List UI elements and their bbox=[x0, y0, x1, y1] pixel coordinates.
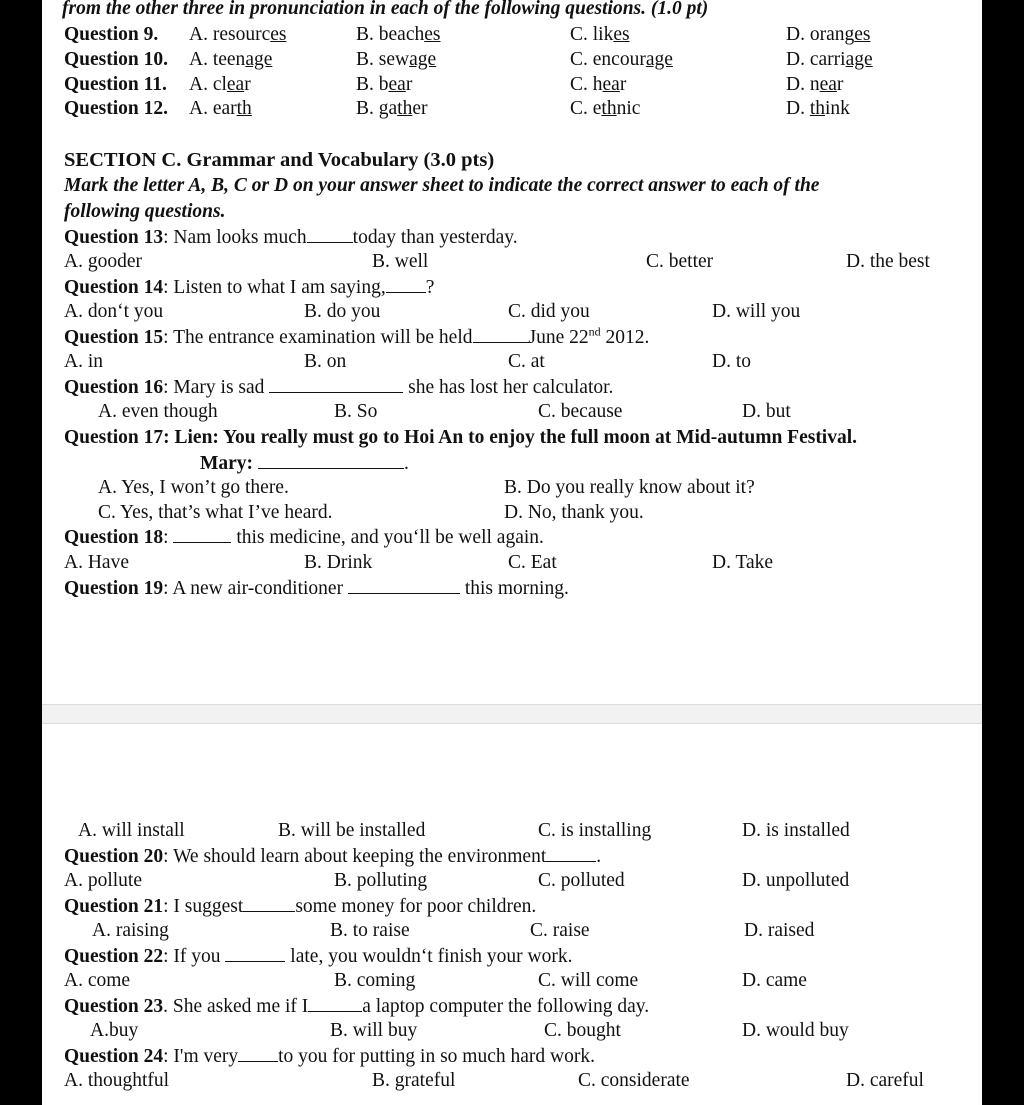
option-d: D. will you bbox=[712, 301, 801, 322]
answer-blank bbox=[386, 275, 426, 293]
option-c: C. Yes, that’s what I’ve heard. bbox=[98, 502, 333, 523]
option-d: D. think bbox=[786, 98, 850, 119]
option-c: C. considerate bbox=[578, 1070, 690, 1091]
option-d: D. unpolluted bbox=[742, 870, 850, 891]
option-b: B. coming bbox=[334, 970, 416, 991]
option-a: A.buy bbox=[90, 1020, 139, 1041]
option-c: C. did you bbox=[508, 301, 590, 322]
section-c-title: SECTION C. Grammar and Vocabulary (3.0 pts) bbox=[64, 149, 495, 171]
option-c: C. polluted bbox=[538, 870, 625, 891]
option-a: A. gooder bbox=[64, 251, 142, 272]
option-a: A. Yes, I won’t go there. bbox=[98, 477, 289, 498]
option-c: C. is installing bbox=[538, 820, 652, 841]
question-label: Question 12. bbox=[64, 98, 169, 119]
answer-blank bbox=[269, 375, 403, 393]
question-20-stem: Question 20: We should learn about keeping the environment . bbox=[64, 846, 602, 867]
option-c: C. hear bbox=[570, 74, 627, 95]
option-d: D. is installed bbox=[742, 820, 850, 841]
option-d: D. carriage bbox=[786, 49, 873, 70]
option-d: D. raised bbox=[744, 920, 815, 941]
option-b: B. will buy bbox=[330, 1020, 418, 1041]
option-d: D. came bbox=[742, 970, 807, 991]
answer-blank bbox=[225, 944, 285, 962]
option-a: A. Have bbox=[64, 552, 129, 573]
option-c: C. raise bbox=[530, 920, 590, 941]
option-a: A. will install bbox=[78, 820, 185, 841]
question-22-stem: Question 22: If you late, you wouldn‘t finish your work. bbox=[64, 946, 573, 967]
section-b-instruction: from the other three in pronunciation in each of the following questions. (1.0 pt) bbox=[62, 0, 709, 19]
question-18-stem: Question 18: this medicine, and you‘ll be well again. bbox=[64, 527, 544, 548]
option-a: A. even though bbox=[98, 401, 218, 422]
option-a: A. raising bbox=[92, 920, 169, 941]
section-c-instruction-cont: following questions. bbox=[64, 201, 226, 222]
option-d: D. but bbox=[742, 401, 791, 422]
option-a: A. pollute bbox=[64, 870, 142, 891]
option-d: D. the best bbox=[846, 251, 930, 272]
option-d: D. near bbox=[786, 74, 844, 95]
option-b: B. to raise bbox=[330, 920, 410, 941]
question-14-stem: Question 14: Listen to what I am saying, ? bbox=[64, 277, 435, 298]
option-c: C. better bbox=[646, 251, 714, 272]
question-label: Question 10. bbox=[64, 49, 169, 70]
option-d: D. would buy bbox=[742, 1020, 849, 1041]
question-13-stem: Question 13: Nam looks much today than yesterday. bbox=[64, 227, 518, 248]
option-b: B. will be installed bbox=[278, 820, 426, 841]
worksheet-page bbox=[42, 0, 982, 1105]
option-b: B. Drink bbox=[304, 552, 373, 573]
question-16-stem: Question 16: Mary is sad she has lost her calculator. bbox=[64, 377, 614, 398]
option-b: B. well bbox=[372, 251, 429, 272]
option-b: B. bear bbox=[356, 74, 413, 95]
option-b: B. Do you really know about it? bbox=[504, 477, 755, 498]
answer-blank bbox=[348, 576, 460, 594]
answer-blank bbox=[258, 451, 404, 469]
option-a: A. in bbox=[64, 351, 103, 372]
answer-blank bbox=[238, 1044, 278, 1062]
option-c: C. encourage bbox=[570, 49, 673, 70]
answer-blank bbox=[173, 525, 231, 543]
section-c-instruction: Mark the letter A, B, C or D on your answer sheet to indicate the correct answer to each of the bbox=[64, 175, 820, 196]
option-b: B. grateful bbox=[372, 1070, 456, 1091]
question-17-reply: Mary: . bbox=[200, 453, 409, 474]
answer-blank bbox=[546, 844, 596, 862]
question-21-stem: Question 21: I suggest some money for poor children. bbox=[64, 896, 537, 917]
option-b: B. on bbox=[304, 351, 347, 372]
option-b: B. sewage bbox=[356, 49, 437, 70]
question-24-stem: Question 24: I'm very to you for putting in so much hard work. bbox=[64, 1046, 595, 1067]
option-b: B. gather bbox=[356, 98, 428, 119]
option-d: D. oranges bbox=[786, 24, 871, 45]
page-break-divider bbox=[42, 704, 982, 724]
option-a: A. don‘t you bbox=[64, 301, 164, 322]
option-d: D. careful bbox=[846, 1070, 924, 1091]
option-d: D. No, thank you. bbox=[504, 502, 644, 523]
option-a: A. resources bbox=[189, 24, 287, 45]
question-label: Question 9. bbox=[64, 24, 159, 45]
option-b: B. So bbox=[334, 401, 378, 422]
option-c: C. ethnic bbox=[570, 98, 641, 119]
answer-blank bbox=[307, 225, 353, 243]
option-c: C. at bbox=[508, 351, 545, 372]
answer-blank bbox=[473, 325, 529, 343]
answer-blank bbox=[308, 994, 362, 1012]
option-d: D. Take bbox=[712, 552, 774, 573]
option-a: A. teenage bbox=[189, 49, 273, 70]
option-b: B. do you bbox=[304, 301, 381, 322]
question-label: Question 11. bbox=[64, 74, 167, 95]
question-17-stem: Question 17: Lien: You really must go to Hoi An to enjoy the full moon at Mid-autumn Festival. bbox=[64, 427, 858, 448]
answer-blank bbox=[243, 894, 295, 912]
option-c: C. because bbox=[538, 401, 623, 422]
question-23-stem: Question 23. She asked me if I a laptop computer the following day. bbox=[64, 996, 650, 1017]
option-a: A. come bbox=[64, 970, 131, 991]
option-c: C. bought bbox=[544, 1020, 621, 1041]
option-b: B. beaches bbox=[356, 24, 441, 45]
option-c: C. Eat bbox=[508, 552, 557, 573]
question-15-stem: Question 15: The entrance examination will be held June 22nd 2012. bbox=[64, 324, 650, 348]
question-19-stem: Question 19: A new air-conditioner this morning. bbox=[64, 578, 569, 599]
option-a: A. clear bbox=[189, 74, 251, 95]
option-a: A. earth bbox=[189, 98, 252, 119]
option-b: B. polluting bbox=[334, 870, 428, 891]
option-a: A. thoughtful bbox=[64, 1070, 170, 1091]
option-d: D. to bbox=[712, 351, 751, 372]
option-c: C. will come bbox=[538, 970, 639, 991]
option-c: C. likes bbox=[570, 24, 630, 45]
